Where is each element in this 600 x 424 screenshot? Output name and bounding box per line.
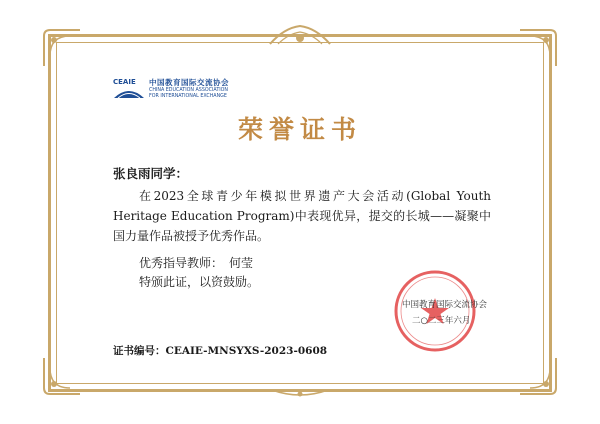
official-seal xyxy=(392,268,478,354)
closing-line: 特颁此证，以资鼓励。 xyxy=(139,275,260,289)
award-paragraph: 在2023全球青少年模拟世界遗产大会活动(Global Youth Heritage Education Program)中表现优异，提交的长城——凝聚中国力量作品被授予优秀作品。 xyxy=(113,189,491,243)
ceaie-emblem-icon xyxy=(112,76,146,100)
issuer-organization: 中国教育国际交流协会 xyxy=(402,300,488,310)
certificate-title: 荣誉证书 xyxy=(237,115,362,144)
logo-name-en-line2: FOR INTERNATIONAL EXCHANGE xyxy=(149,93,227,99)
ceaie-logo xyxy=(112,76,229,100)
corner-ornament-bottom-left xyxy=(40,354,84,398)
svg-text:CEAIE: CEAIE xyxy=(113,78,136,86)
bottom-ornament xyxy=(268,386,332,400)
corner-ornament-bottom-right xyxy=(516,354,560,398)
issue-date: 二○二三年六月 xyxy=(412,316,471,326)
advisor-line: 优秀指导教师： 何莹 xyxy=(139,256,254,270)
certificate-number: 证书编号：CEAIE-MNSYXS-2023-0608 xyxy=(113,345,328,357)
corner-ornament-top-left xyxy=(40,26,84,70)
top-crest-ornament xyxy=(268,22,332,48)
recipient-name: 张良雨同学： xyxy=(113,166,189,181)
certificate-body xyxy=(113,186,491,246)
corner-ornament-top-right xyxy=(516,26,560,70)
logo-name-en-line1: CHINA EDUCATION ASSOCIATION xyxy=(149,87,229,93)
logo-name-cn: 中国教育国际交流协会 xyxy=(149,77,229,87)
